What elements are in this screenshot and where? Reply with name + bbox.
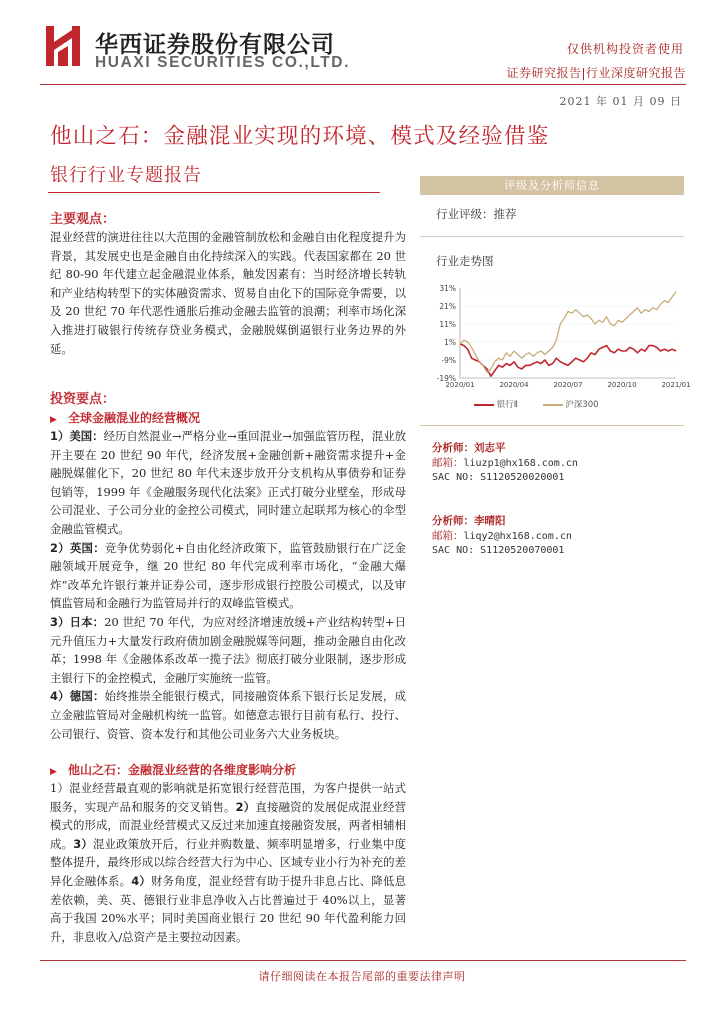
- legal-notice: 请仔细阅读在本报告尾部的重要法律声明: [258, 970, 466, 983]
- main-points-heading: 主要观点：: [50, 212, 116, 227]
- analyst-card: [432, 514, 572, 559]
- section2-text: [50, 779, 406, 946]
- company-logo-icon: [44, 22, 84, 70]
- section2-part: 财务角度，混业经营有助于提升非息占比、降低息差依赖，美、英、德银行业非息净收入占比普遍过于 40%以上，显著高于我国 20%水平；同时美国商业银行 20 世纪 90 年代盈利能力回升，非息收入/总资产是主要拉动因素。: [50, 874, 406, 944]
- country-text: 始终推崇全能银行模式，同接融资体系下银行长足发展，成立金融监管局对金融机构统一监管。如德意志银行目前有私行、投行、公司银行、资管、资本发行和其他公司业务六大业务板块。: [50, 689, 406, 741]
- email-label: 邮箱：: [432, 456, 464, 469]
- analyst-sac: SAC NO: S1120520020001: [432, 472, 565, 483]
- analyst-email[interactable]: liuzp1@hx168.com.cn: [463, 457, 578, 469]
- legend-label-bank: 银行Ⅱ: [496, 400, 518, 410]
- country-item: [50, 539, 406, 613]
- section1-title-text: 全球金融混业的经营概况: [68, 411, 201, 425]
- analyst-card: [432, 441, 578, 486]
- x-tick-label: 2020/04: [499, 381, 529, 389]
- y-tick-label: 31%: [439, 284, 456, 293]
- investment-heading: 投资要点：: [50, 392, 116, 407]
- section2-title-text: 他山之石：金融混业经营的各维度影响分析: [68, 763, 297, 778]
- audience-notice: 仅供机构投资者使用: [566, 42, 684, 56]
- report-date: 2021 年 01 月 09 日: [559, 95, 682, 108]
- country-item: [50, 427, 406, 539]
- investment-section: [50, 388, 406, 946]
- legend-swatch-hs300: [543, 404, 563, 406]
- series-line-1: [460, 292, 676, 373]
- country-text: 竞争优势弱化+自由化经济政策下，监管鼓励银行在广泛金融领域开展竞争，继 20 世纪 80 年代完成利率市场化，“金融大爆炸”改革允许银行兼并证券公司，逐步形成银行控股公司模式，以及审慎监管局和金融行为监管局并行的双峰监管模式。: [50, 540, 406, 611]
- report-category: 证券研究报告|行业深度研究报告: [506, 66, 686, 80]
- section2-part: 直接融资的发展促成混业经营模式的形成，而混业经营模式又反过来加速直接融资发展，两者相辅相成。: [50, 799, 406, 851]
- country-label: 3）日本：: [50, 614, 105, 629]
- section2-title: [50, 761, 406, 778]
- y-tick-label: 21%: [439, 302, 456, 311]
- x-tick-label: 2020/10: [607, 381, 637, 389]
- trend-label: 行业走势图: [436, 254, 494, 268]
- x-tick-label: 2020/01: [445, 381, 475, 389]
- analyst-name: 分析师：刘志平: [432, 442, 506, 454]
- y-tick-label: -19%: [436, 374, 456, 383]
- country-text: 20 世纪 70 年代，为应对经济增速放缓+产业结构转型+日元升值压力+大量发行政府债加剧金融脱媒等问题，推动金融自由化改革；1998 年《金融体系改革一揽子法》彻底打破分业限制，逐步形成主银行下的金控模式，金融厅实施统一监管。: [50, 614, 406, 685]
- triangle-bullet-icon: ▶: [50, 767, 57, 778]
- country-label: 1）美国：: [50, 429, 104, 443]
- y-tick-label: 11%: [439, 320, 456, 329]
- report-title: 他山之石：金融混业实现的环境、模式及经验借鉴: [50, 124, 550, 149]
- chart-legend: [474, 398, 599, 410]
- section1-title: [50, 409, 406, 426]
- panel-divider: [420, 236, 684, 237]
- analyst-name: 分析师：李晴阳: [432, 515, 506, 527]
- country-label: 4）德国：: [50, 689, 105, 704]
- y-tick-label: 1%: [444, 338, 456, 347]
- analyst-sac: SAC NO: S1120520070001: [432, 545, 565, 556]
- report-subtitle: 银行行业专题报告: [50, 165, 202, 186]
- header-divider: [40, 84, 686, 85]
- y-tick-label: -9%: [441, 356, 456, 365]
- country-item: [50, 687, 406, 743]
- legend-label-hs300: 沪深300: [565, 400, 599, 410]
- analyst-email[interactable]: liqy2@hx168.com.cn: [463, 530, 572, 542]
- main-points-text: 混业经营的演进往往以大范围的金融管制放松和金融自由化程度提升为背景，其发展史也是金融自由化持续深入的实践。代表国家都在 20 世纪 80-90 年代建立起金融混业体系，触发因素有：当时经济增长转轨和产业结构转型下的实体融资需求、贸易自由化下的国际竞争需要，以及 20 世纪 70 年代恶性通胀后推动金融去监管的浪潮；利率市场化深入推进打破银行传统存贷业务模式，金融脱媒倒逼银行业务边界的外延。: [50, 230, 406, 356]
- country-text: 经历自然混业→严格分业→重回混业→加强监管历程，混业放开主要在 20 世纪 90 年代，经济发展+金融创新+融资需求提升+金融脱媒催化下，20 世纪 80 年代末逐步放开分支机构从事债券和证券包销等，1999 年《金融服务现代化法案》正式打破分业壁垒，形成母公司混业、子公司分业的金控公司模式，同时建立起联邦为核心的伞型金融监管模式。: [50, 429, 406, 536]
- section2-part: 混业政策放开后，行业并购数量、频率明显增多，行业集中度整体提升，最终形成以综合经营大行为中心、区域专业小行为补充的差异化金融体系。: [50, 836, 406, 889]
- section2-part: 1）混业经营最直观的影响就是拓宽银行经营范围，为客户提供一站式服务，实现产品和服务的交叉销售。: [50, 781, 406, 814]
- country-item: [50, 613, 406, 687]
- industry-rating: 行业评级：推荐: [436, 207, 517, 221]
- subtitle-divider: [48, 192, 380, 193]
- footer-divider: [40, 960, 686, 961]
- company-name-cn: 华西证券股份有限公司: [95, 32, 335, 58]
- country-label: 2）英国：: [50, 540, 105, 555]
- x-tick-label: 2020/07: [553, 381, 583, 389]
- legend-swatch-bank: [474, 404, 494, 406]
- panel-bottom-divider: [420, 425, 684, 426]
- panel-heading: 评级及分析师信息: [420, 176, 684, 195]
- trend-chart: [424, 280, 691, 410]
- section2-part: 3）: [73, 836, 93, 851]
- section2-part: 4）: [131, 874, 151, 889]
- main-points-section: [50, 208, 406, 358]
- email-label: 邮箱：: [432, 529, 464, 542]
- triangle-bullet-icon: ▶: [50, 415, 57, 425]
- section2-part: 2）: [235, 799, 256, 814]
- x-tick-label: 2021/01: [661, 381, 691, 389]
- company-name-en: HUAXI SECURITIES CO.,LTD.: [95, 54, 351, 71]
